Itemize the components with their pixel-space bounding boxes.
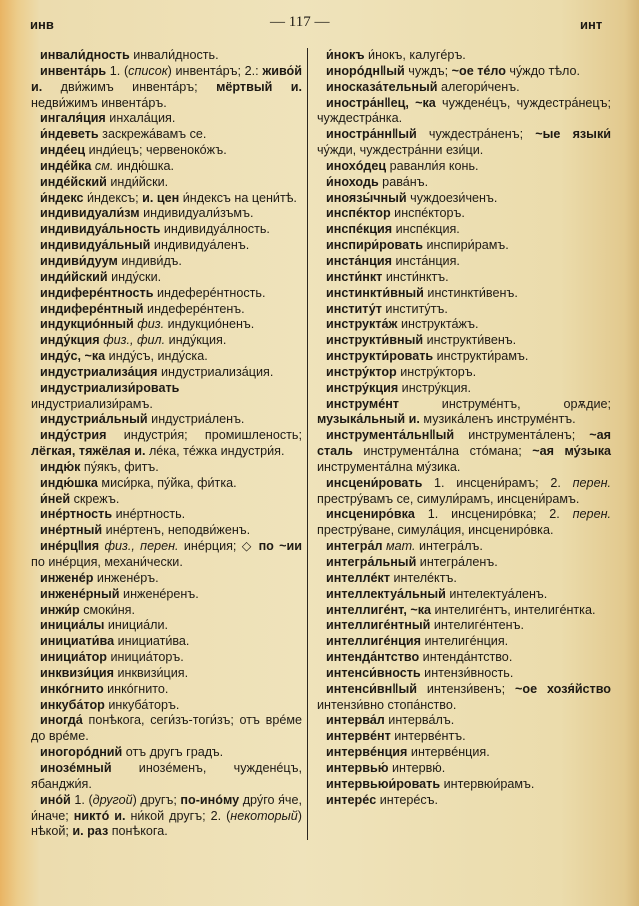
- entry-translation: смоки́ня.: [79, 602, 135, 617]
- entry-translation: и́нокъ, калугéръ.: [364, 48, 466, 62]
- entry-translation: инсти́нктъ.: [382, 269, 449, 284]
- entry-translation: чуждоези́ченъ.: [406, 190, 498, 205]
- entry-headword: индустриа́льный: [40, 412, 148, 427]
- entry-translation: индеферéнтность.: [153, 285, 266, 300]
- entry-translation: дру́го я́че, и́наче;: [31, 792, 302, 823]
- entry-headword: инду́стрия: [40, 428, 107, 443]
- entry-headword: инстру́ктор: [326, 364, 397, 379]
- entry-headword: инкóгнито: [40, 681, 104, 696]
- entry-headword: индю́шка: [40, 475, 98, 490]
- entry-headword: интенда́нтство: [326, 650, 420, 665]
- entry-translation: инéртенъ, неподви́женъ.: [102, 523, 251, 538]
- dictionary-entry: [31, 618, 302, 634]
- left-column: [31, 48, 302, 840]
- dictionary-entry: [31, 349, 302, 365]
- entry-headword: ~ая сталь: [317, 428, 611, 459]
- dictionary-entry: [31, 302, 302, 318]
- entry-translation: индивидуали́зъмъ.: [139, 206, 254, 221]
- dictionary-entry: [31, 713, 302, 745]
- entry-headword: и́нокъ: [326, 48, 365, 62]
- entry-headword: индивидуа́льный: [40, 238, 151, 253]
- dictionary-entry: [31, 603, 302, 619]
- entry-headword: инструмéнт: [326, 396, 399, 411]
- dictionary-entry: [31, 492, 302, 508]
- dictionary-entry: [317, 587, 611, 603]
- entry-translation: интензи́венъ;: [417, 681, 516, 696]
- dictionary-entry: [31, 317, 302, 333]
- entry-label: перен.: [572, 475, 611, 490]
- entry-headword: интервéнт: [326, 729, 391, 744]
- dictionary-entry: [31, 175, 302, 191]
- entry-translation: инду́кция.: [165, 333, 227, 348]
- entry-translation: индукциóненъ.: [164, 317, 255, 332]
- entry-translation: индустри́я; промишленость;: [106, 428, 302, 443]
- entry-headword: интегра́льный: [326, 555, 417, 569]
- dictionary-entry: [317, 539, 611, 555]
- entry-translation: интервéнтъ.: [390, 729, 466, 744]
- entry-translation: интелигéнтъ, интелигéнтка.: [431, 602, 596, 617]
- entry-headword: инвали́дность: [40, 48, 130, 62]
- entry-translation: инициа́ли.: [104, 618, 169, 633]
- entry-headword: интегра́л: [326, 539, 383, 554]
- dictionary-entry: [31, 286, 302, 302]
- dictionary-entry: [317, 302, 611, 318]
- entry-headword: и́ндекс: [40, 190, 84, 205]
- entry-headword: индиви́дуум: [40, 253, 118, 268]
- entry-translation: инструкти́венъ.: [423, 333, 517, 348]
- entry-headword: живо́й и.: [31, 63, 302, 94]
- entry-translation: инхала́ция.: [105, 111, 176, 126]
- dictionary-entry: [31, 698, 302, 714]
- entry-headword: ингаля́ция: [40, 111, 106, 126]
- entry-headword: интерва́л: [326, 713, 385, 728]
- dictionary-entry: [317, 317, 611, 333]
- dictionary-entry: [31, 666, 302, 682]
- entry-translation: инстру́кция.: [398, 380, 471, 395]
- entry-headword: интеллигéнция: [326, 634, 421, 649]
- entry-headword: индивидуа́льность: [40, 222, 161, 237]
- dictionary-entry: [317, 603, 611, 619]
- dictionary-entry: [317, 222, 611, 238]
- dictionary-entry: [317, 507, 611, 539]
- entry-translation: институ́тъ.: [381, 301, 448, 316]
- entry-translation: интенда́нтство.: [419, 650, 513, 665]
- dictionary-entry: [31, 143, 302, 159]
- entry-translation: понѣкога.: [108, 824, 168, 839]
- entry-headword: инсти́нкт: [326, 269, 383, 284]
- entry-translation: индивидуа́ленъ.: [150, 238, 250, 253]
- entry-translation: инженéръ.: [93, 570, 159, 585]
- dictionary-entry: [317, 80, 611, 96]
- entry-translation: инстинкти́венъ.: [423, 285, 518, 300]
- dictionary-entry: [317, 634, 611, 650]
- entry-headword: лёгкая, тяжёлая и.: [31, 444, 146, 459]
- entry-translation: инженéренъ.: [119, 586, 199, 601]
- dictionary-entry: [317, 270, 611, 286]
- entry-headword: интервьюи́ровать: [326, 776, 441, 791]
- entry-translation: инозéменъ, чужденéцъ, ябанджи́я.: [31, 760, 302, 791]
- entry-translation: рава́нъ.: [378, 174, 429, 189]
- entry-headword: инóй: [40, 792, 71, 807]
- entry-headword: иногда́: [40, 713, 83, 728]
- dictionary-entry: [317, 793, 611, 809]
- entry-headword: инструкта́ж: [326, 317, 398, 332]
- entry-headword: иногорóдний: [40, 745, 123, 760]
- entry-translation: инструмента́лна му́зика.: [317, 459, 461, 474]
- entry-translation: индиви́дъ.: [117, 253, 182, 268]
- entry-translation: интензи́вность.: [420, 665, 514, 680]
- entry-translation: инстру́кторъ.: [396, 364, 477, 379]
- entry-label: мат.: [382, 539, 416, 554]
- entry-translation: 1. инсцени́рамъ; 2.: [422, 475, 573, 490]
- dictionary-entry: [317, 254, 611, 270]
- dictionary-entry: [317, 96, 611, 128]
- entry-headword: инициа́лы: [40, 618, 105, 633]
- entry-translation: инста́нция.: [391, 253, 460, 268]
- right-column: [317, 48, 611, 809]
- dictionary-entry: [317, 381, 611, 397]
- entry-headword: интервéнция: [326, 745, 408, 760]
- entry-translation: индустриализа́ция.: [157, 364, 274, 379]
- dictionary-entry: [317, 713, 611, 729]
- entry-headword: инозéмный: [40, 760, 112, 775]
- dictionary-entry: [31, 587, 302, 603]
- entry-label: физ., фил.: [99, 333, 166, 348]
- entry-translation: инспéкция.: [392, 222, 460, 237]
- dictionary-entry: [31, 539, 302, 571]
- dictionary-entry: [31, 270, 302, 286]
- entry-translation: инструмéнтъ, орѫдие;: [398, 396, 611, 411]
- entry-translation: индю́шка.: [113, 158, 175, 173]
- dictionary-entry: [31, 159, 302, 175]
- entry-label: физ.: [133, 317, 165, 332]
- entry-translation: интегра́лъ.: [415, 539, 483, 554]
- dictionary-entry: [317, 175, 611, 191]
- dictionary-entry: [317, 159, 611, 175]
- entry-translation: индивидуа́лность.: [160, 222, 270, 237]
- dictionary-entry: [317, 729, 611, 745]
- entry-translation: инструмента́ленъ;: [454, 428, 590, 443]
- dictionary-entry: [317, 745, 611, 761]
- dictionary-entry: [31, 111, 302, 127]
- dictionary-entry: [317, 777, 611, 793]
- dictionary-entry: [317, 761, 611, 777]
- entry-translation: интервю́.: [388, 760, 446, 775]
- entry-translation: чу́ждо тѣло.: [505, 63, 581, 78]
- entry-headword: интеллигéнтный: [326, 618, 431, 633]
- entry-headword: инсцениро́вка: [326, 507, 415, 522]
- dictionary-entry: [31, 333, 302, 349]
- entry-headword: инсцени́ровать: [326, 475, 423, 490]
- entry-headword: инспéкция: [326, 222, 393, 237]
- dictionary-entry: [31, 428, 302, 460]
- entry-translation: интелéктъ.: [390, 570, 457, 585]
- entry-headword: индустриализа́ция: [40, 364, 158, 379]
- entry-translation: музика́ленъ инструмéнтъ.: [419, 412, 576, 427]
- entry-headword: иностра́н‖ец, ~ка: [326, 95, 436, 110]
- entry-headword: интеллигéнт, ~ка: [326, 602, 431, 617]
- dictionary-entry: [31, 476, 302, 492]
- entry-headword: индéйский: [40, 174, 107, 189]
- entry-headword: иноязы́чный: [326, 190, 407, 205]
- entry-translation: инициа́торъ.: [106, 650, 184, 665]
- entry-translation: инициати́ва.: [114, 634, 190, 649]
- entry-headword: и́ней: [40, 491, 71, 506]
- column-divider: [307, 48, 308, 840]
- entry-translation: пу́якъ, фитъ.: [80, 459, 159, 474]
- entry-headword: и. раз: [72, 824, 109, 839]
- entry-label: некоторый: [230, 808, 298, 823]
- entry-headword: индиферéнтность: [40, 285, 154, 300]
- dictionary-entry: [31, 650, 302, 666]
- entry-headword: инохóдец: [326, 158, 387, 173]
- dictionary-entry: [317, 286, 611, 302]
- dictionary-entry: [317, 682, 611, 714]
- entry-headword: интеллéкт: [326, 570, 390, 585]
- dictionary-entry: [31, 238, 302, 254]
- entry-headword: инструкти́ровать: [326, 349, 434, 364]
- entry-translation: инкуба́торъ.: [104, 697, 180, 712]
- entry-headword: инструмента́льн‖ый: [326, 428, 455, 443]
- entry-translation: инду́съ, инду́ска.: [105, 349, 208, 364]
- entry-headword: по ~ии: [258, 539, 303, 554]
- entry-headword: ~ое хозя́йство: [515, 681, 611, 696]
- dictionary-entry: [317, 476, 611, 508]
- entry-translation: инспéкторъ.: [390, 206, 465, 221]
- entry-translation: раванли́я конь.: [386, 158, 479, 173]
- entry-translation: престру́вамъ се, симули́рамъ, инсцени́рамъ.: [317, 491, 580, 506]
- dictionary-entry: [31, 381, 302, 413]
- entry-headword: инстру́кция: [326, 380, 399, 395]
- entry-translation: инвали́дность.: [129, 48, 219, 62]
- dictionary-entry: [317, 428, 611, 476]
- entry-translation: инди́ецъ; червенокóжъ.: [85, 143, 227, 158]
- entry-headword: инженéрный: [40, 586, 120, 601]
- entry-translation: по инéрция, механи́чески.: [31, 555, 183, 569]
- entry-headword: инициа́тор: [40, 650, 107, 665]
- entry-headword: инквизи́ция: [40, 665, 114, 680]
- entry-label: перен.: [572, 507, 611, 522]
- entry-label: см.: [91, 158, 114, 173]
- entry-headword: индю́к: [40, 459, 81, 474]
- dictionary-entry: [317, 48, 611, 64]
- entry-headword: музыка́льный и.: [317, 412, 420, 427]
- entry-headword: индéец: [40, 143, 86, 158]
- entry-translation: престру́ване, симула́ция, инсцениро́вка.: [317, 523, 554, 538]
- dictionary-entry: [31, 745, 302, 761]
- entry-translation: инду́ски.: [107, 269, 162, 284]
- entry-translation: ни́кой другъ; 2. (: [125, 808, 231, 823]
- entry-headword: интенси́вн‖ый: [326, 681, 417, 696]
- entry-headword: индéйка: [40, 158, 92, 173]
- entry-translation: инéртность.: [112, 507, 186, 522]
- entry-translation: скрежъ.: [70, 491, 120, 506]
- page-number: — 117 —: [270, 14, 330, 30]
- dictionary-entry: [31, 460, 302, 476]
- entry-headword: инжи́р: [40, 602, 80, 617]
- entry-label: физ., перен.: [99, 539, 179, 554]
- entry-translation: интелигéнция.: [420, 634, 509, 649]
- entry-translation: понѣкога, сеги́зъ-тоги́зъ; отъ врéме до врéме.: [31, 713, 302, 744]
- entry-translation: инéрция; ◇: [178, 539, 259, 554]
- dictionary-entry: [317, 666, 611, 682]
- entry-translation: индустриализи́рамъ.: [31, 396, 153, 411]
- entry-translation: интервéнция.: [407, 745, 490, 760]
- entry-translation: отъ другъ градъ.: [122, 745, 224, 760]
- entry-headword: инéртный: [40, 523, 103, 538]
- dictionary-entry: [31, 571, 302, 587]
- entry-headword: инорóдн‖ый: [326, 63, 405, 78]
- entry-headword: иностра́нн‖ый: [326, 127, 417, 142]
- entry-translation: и́ндексъ;: [83, 190, 143, 205]
- entry-headword: индиферéнтный: [40, 301, 144, 316]
- entry-headword: ~ые языки́: [535, 127, 611, 142]
- entry-translation: инспири́рамъ.: [423, 238, 509, 253]
- entry-headword: ~ое тéло: [451, 63, 506, 78]
- dictionary-entry: [317, 206, 611, 222]
- dictionary-entry: [317, 397, 611, 429]
- entry-translation: чу́жди, чуждестра́нни ези́ци.: [317, 143, 484, 158]
- dictionary-entry: [31, 682, 302, 698]
- entry-headword: инстинкти́вный: [326, 285, 424, 300]
- dictionary-entry: [31, 254, 302, 270]
- entry-translation: интерва́лъ.: [384, 713, 455, 728]
- entry-translation: недви́жимъ инвента́ръ.: [31, 95, 167, 110]
- entry-headword: и́ндеветь: [40, 127, 99, 142]
- entry-headword: интервью́: [326, 760, 389, 775]
- entry-translation: инструкти́рамъ.: [433, 349, 529, 364]
- entry-headword: по-инóму: [180, 792, 240, 807]
- entry-headword: иносказа́тельный: [326, 79, 438, 94]
- entry-translation: 1. (: [70, 792, 93, 807]
- running-head-right: инт: [580, 17, 603, 32]
- entry-translation: инструкта́жъ.: [397, 317, 479, 332]
- dictionary-entry: [31, 365, 302, 381]
- entry-translation: интервюи́рамъ.: [440, 776, 535, 791]
- dictionary-entry: [317, 349, 611, 365]
- entry-headword: инкуба́тор: [40, 697, 105, 712]
- entry-headword: инду́кция: [40, 333, 100, 348]
- entry-translation: чужденéцъ, чуждестра́нецъ; чуждестра́нка.: [317, 95, 611, 126]
- entry-translation: интегра́ленъ.: [416, 555, 498, 569]
- running-head-left: инв: [30, 17, 54, 32]
- dictionary-entry: [317, 365, 611, 381]
- dictionary-entry: [31, 191, 302, 207]
- entry-translation: 1. инсцениро́вка; 2.: [414, 507, 573, 522]
- entry-headword: инди́йский: [40, 269, 108, 284]
- dictionary-entry: [31, 412, 302, 428]
- entry-translation: чуждестра́ненъ;: [416, 127, 536, 142]
- entry-headword: инспéктор: [326, 206, 391, 221]
- entry-headword: инженéр: [40, 570, 94, 585]
- dictionary-entry: [317, 333, 611, 349]
- entry-headword: интерéс: [326, 792, 377, 807]
- entry-translation: 1. (: [106, 63, 129, 78]
- dictionary-entry: [317, 191, 611, 207]
- dictionary-entry: [31, 48, 302, 64]
- dictionary-entry: [31, 64, 302, 112]
- entry-translation: и́ндексъ на цени́тѣ.: [179, 190, 297, 205]
- dictionary-entry: [317, 571, 611, 587]
- entry-translation: ) инвента́ръ; 2.:: [167, 63, 263, 78]
- dictionary-entry: [317, 650, 611, 666]
- dictionary-entry: [31, 793, 302, 841]
- entry-translation: лéка, тéжка индустри́я.: [145, 444, 285, 459]
- dictionary-entry: [317, 618, 611, 634]
- entry-headword: инспири́ровать: [326, 238, 424, 253]
- dictionary-entry: [31, 761, 302, 793]
- entry-headword: инициати́ва: [40, 634, 115, 649]
- entry-translation: инструмента́лна стóмана;: [352, 444, 533, 459]
- dictionary-entry: [31, 507, 302, 523]
- entry-translation: интензи́вно стопа́нство.: [317, 697, 457, 712]
- dictionary-entry: [317, 127, 611, 159]
- entry-translation: инди́йски.: [106, 174, 169, 189]
- entry-translation: интелигéнтенъ.: [430, 618, 524, 633]
- entry-headword: интеллектуа́льный: [326, 586, 446, 601]
- dictionary-entry: [31, 222, 302, 238]
- entry-headword: инструкти́вный: [326, 333, 424, 348]
- entry-translation: индеферéнтенъ.: [143, 301, 245, 316]
- entry-translation: интелектуа́ленъ.: [445, 586, 548, 601]
- entry-translation: алегори́ченъ.: [437, 79, 520, 94]
- dictionary-entry: [31, 127, 302, 143]
- dictionary-entry: [31, 206, 302, 222]
- entry-translation: индустриа́ленъ.: [147, 412, 245, 427]
- entry-headword: инéрц‖ия: [40, 539, 100, 554]
- entry-translation: инкóгнито.: [103, 681, 169, 696]
- entry-translation: интерéсъ.: [376, 792, 439, 807]
- entry-translation: ) нѣкой;: [31, 808, 302, 839]
- dictionary-entry: [31, 523, 302, 539]
- entry-headword: индустриализи́ровать: [40, 380, 180, 395]
- dictionary-entry: [31, 634, 302, 650]
- entry-headword: индивидуали́зм: [40, 206, 140, 221]
- entry-headword: инвента́рь: [40, 63, 107, 78]
- entry-headword: индукциóнный: [40, 317, 134, 332]
- entry-translation: чуждъ;: [404, 63, 452, 78]
- entry-label: список: [128, 63, 168, 78]
- entry-translation: дви́жимъ инвента́ръ;: [42, 79, 217, 94]
- entry-headword: институ́т: [326, 301, 382, 316]
- entry-translation: миси́рка, пу́йка, фи́тка.: [97, 475, 237, 490]
- entry-translation: инквизи́ция.: [113, 665, 189, 680]
- entry-headword: мёртвый и.: [216, 79, 302, 94]
- dictionary-entry: [317, 64, 611, 80]
- entry-translation: ) другъ;: [132, 792, 181, 807]
- entry-headword: никтó и.: [73, 808, 126, 823]
- entry-headword: инду́с, ~ка: [40, 349, 106, 364]
- entry-headword: ~ая му́зыка: [532, 444, 611, 459]
- entry-headword: инста́нция: [326, 253, 392, 268]
- entry-label: другой: [92, 792, 133, 807]
- entry-translation: заскрежа́вамъ се.: [98, 127, 207, 142]
- entry-headword: и. цен: [142, 190, 180, 205]
- entry-headword: интенси́вность: [326, 665, 421, 680]
- dictionary-entry: [317, 238, 611, 254]
- dictionary-entry: [317, 555, 611, 571]
- entry-headword: и́ноходь: [326, 174, 379, 189]
- entry-headword: инéртность: [40, 507, 113, 522]
